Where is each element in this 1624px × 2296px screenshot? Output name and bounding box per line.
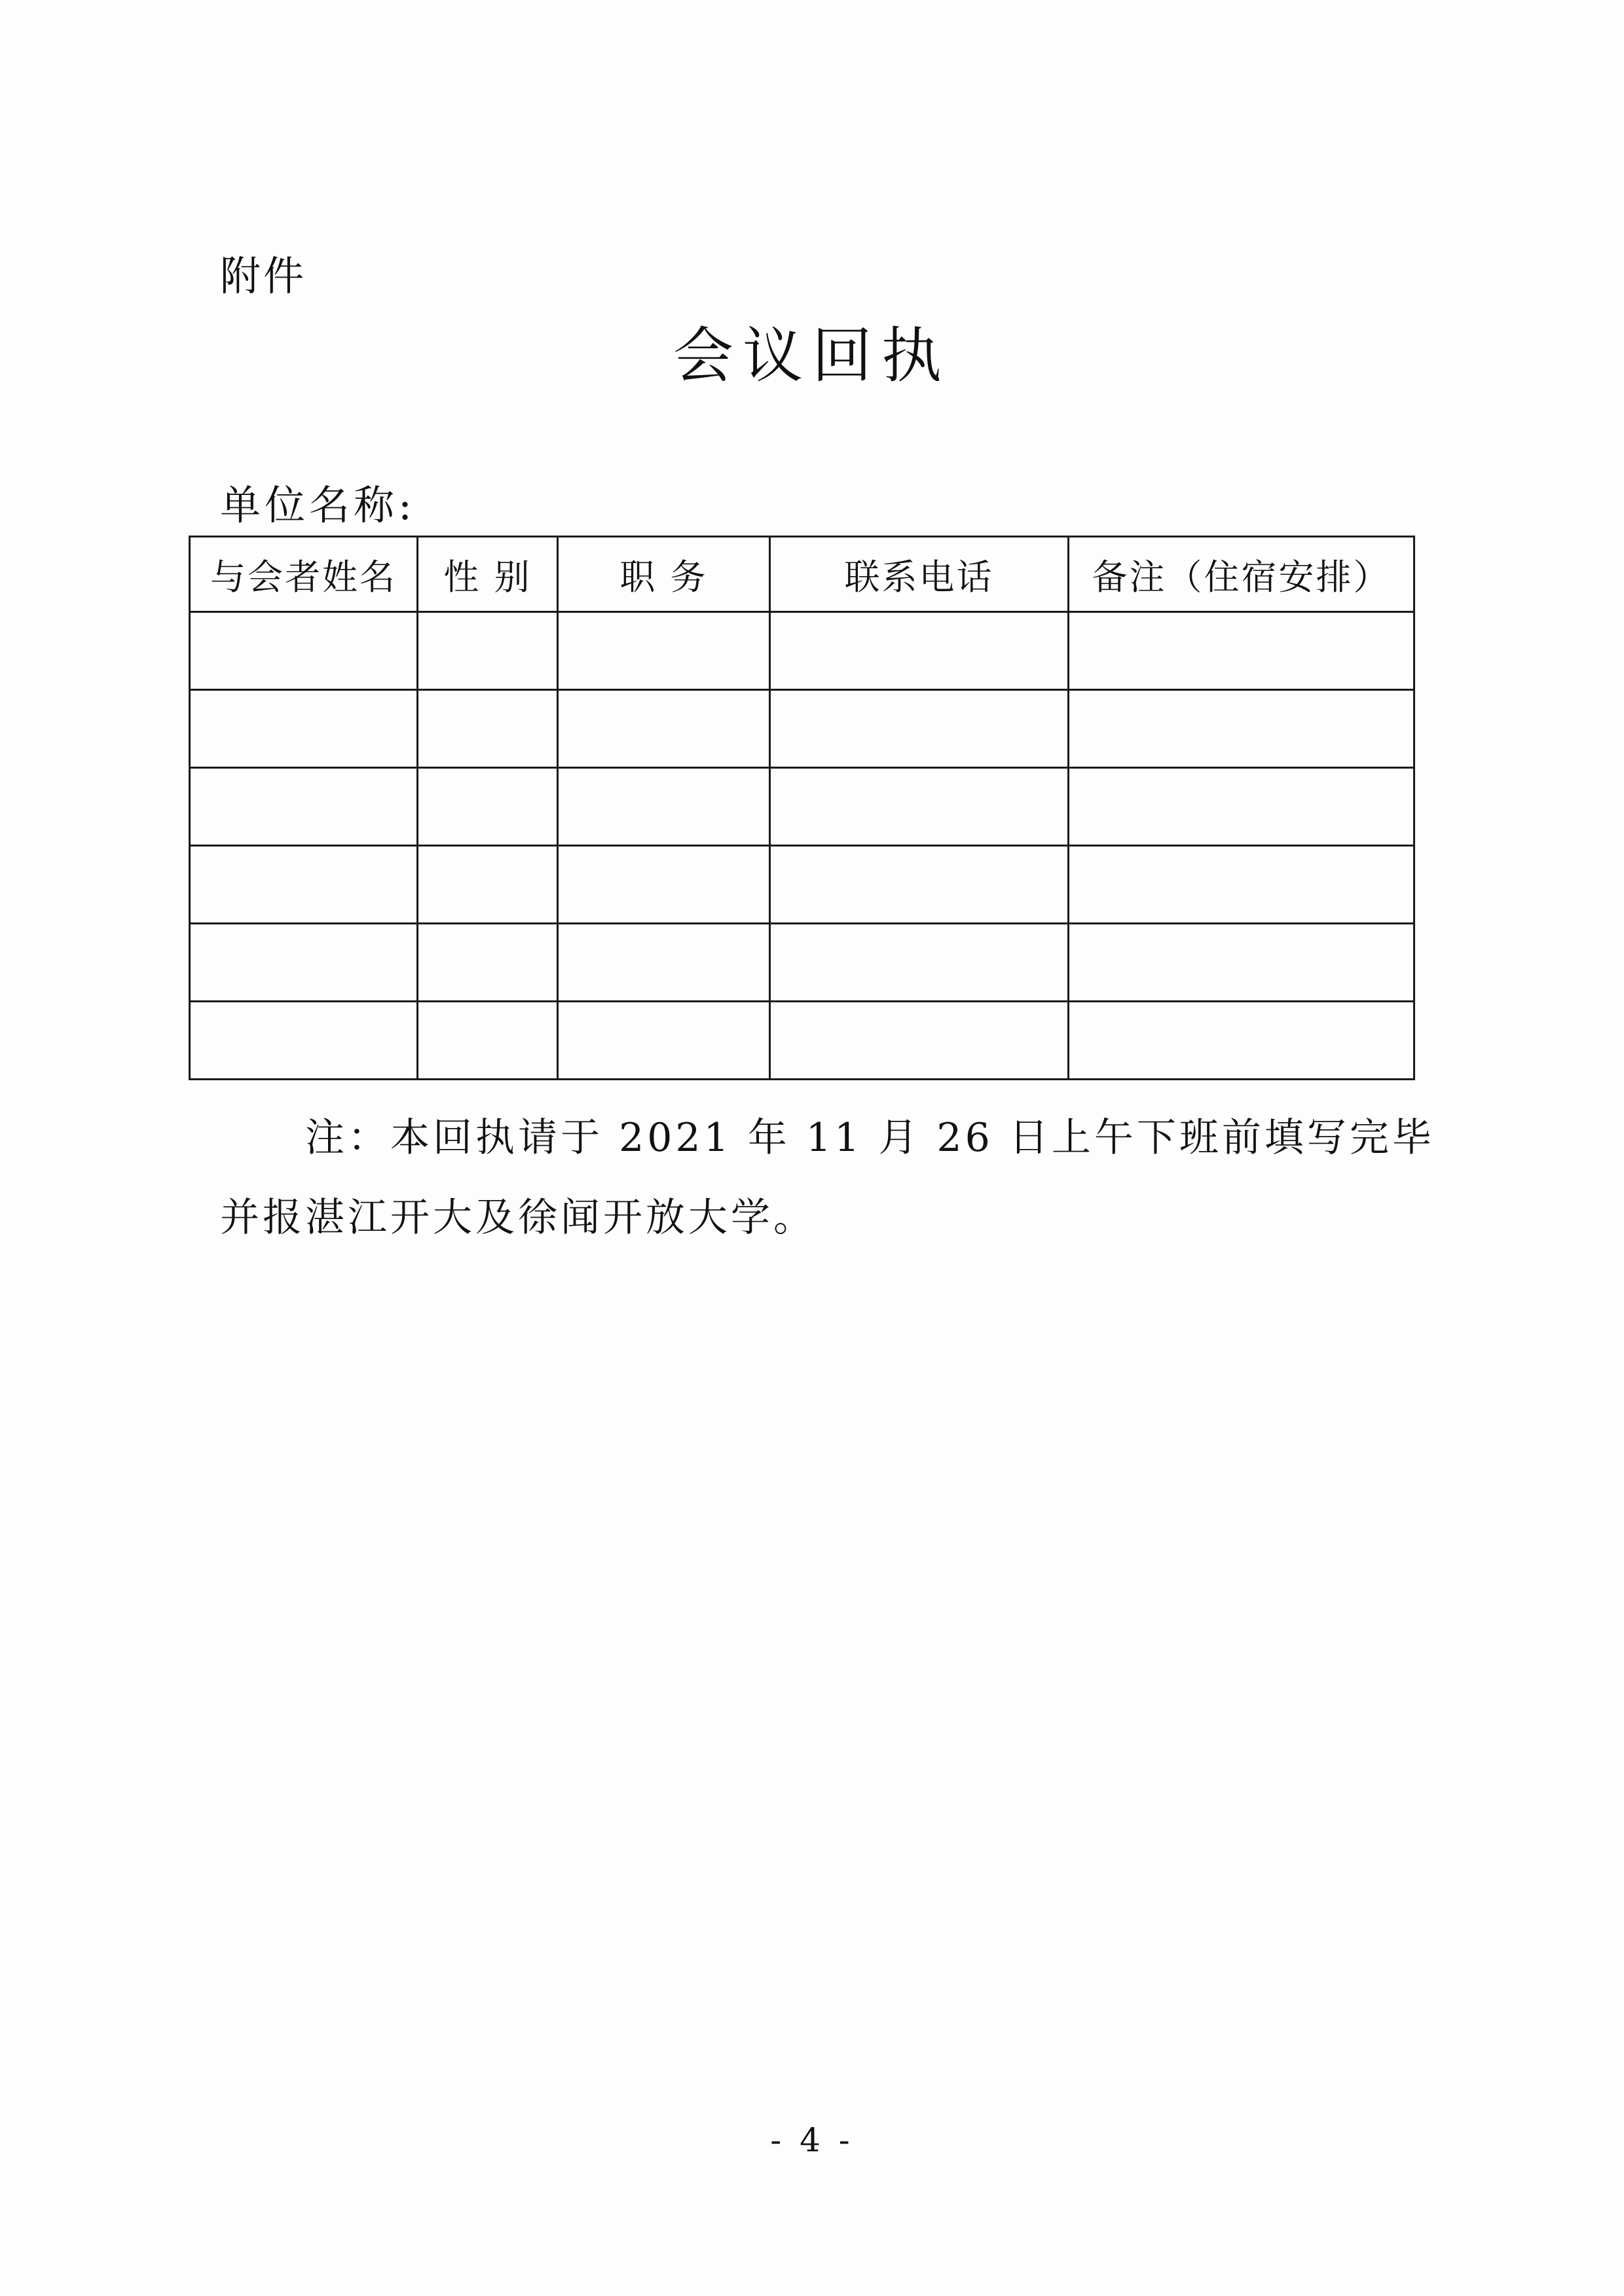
remarks-cell[interactable] bbox=[1069, 1002, 1414, 1080]
table-header-row bbox=[190, 537, 1414, 612]
column-header-attendee-name: 与会者姓名 bbox=[190, 537, 418, 612]
gender-cell[interactable] bbox=[418, 924, 558, 1002]
position-cell[interactable] bbox=[558, 846, 770, 924]
position-cell[interactable] bbox=[558, 1002, 770, 1080]
gender-cell[interactable] bbox=[418, 1002, 558, 1080]
table-row bbox=[190, 1002, 1414, 1080]
attendee-name-cell[interactable] bbox=[190, 1002, 418, 1080]
position-cell[interactable] bbox=[558, 612, 770, 690]
remarks-cell[interactable] bbox=[1069, 690, 1414, 768]
phone-cell[interactable] bbox=[770, 924, 1069, 1002]
attendee-name-cell[interactable] bbox=[190, 612, 418, 690]
attachment-label: 附件 bbox=[220, 252, 307, 300]
attendee-name-cell[interactable] bbox=[190, 690, 418, 768]
position-cell[interactable] bbox=[558, 690, 770, 768]
phone-cell[interactable] bbox=[770, 1002, 1069, 1080]
attendee-name-cell[interactable] bbox=[190, 846, 418, 924]
attendee-name-cell[interactable] bbox=[190, 768, 418, 846]
phone-cell[interactable] bbox=[770, 690, 1069, 768]
table-row bbox=[190, 846, 1414, 924]
document-title: 会议回执 bbox=[673, 321, 951, 391]
remarks-cell[interactable] bbox=[1069, 768, 1414, 846]
phone-cell[interactable] bbox=[770, 768, 1069, 846]
column-header-position: 职 务 bbox=[558, 537, 770, 612]
phone-cell[interactable] bbox=[770, 846, 1069, 924]
remarks-cell[interactable] bbox=[1069, 612, 1414, 690]
page-number: - 4 - bbox=[770, 2121, 854, 2159]
column-header-remarks: 备注（住宿安排） bbox=[1069, 537, 1414, 612]
column-header-gender: 性 别 bbox=[418, 537, 558, 612]
reply-table bbox=[189, 536, 1415, 1080]
attendee-name-cell[interactable] bbox=[190, 924, 418, 1002]
column-header-phone: 联系电话 bbox=[770, 537, 1069, 612]
position-cell[interactable] bbox=[558, 768, 770, 846]
table-row bbox=[190, 768, 1414, 846]
note-line-2: 并报湛江开大及徐闻开放大学。 bbox=[220, 1195, 816, 1241]
gender-cell[interactable] bbox=[418, 846, 558, 924]
remarks-cell[interactable] bbox=[1069, 846, 1414, 924]
gender-cell[interactable] bbox=[418, 612, 558, 690]
remarks-cell[interactable] bbox=[1069, 924, 1414, 1002]
gender-cell[interactable] bbox=[418, 768, 558, 846]
unit-name-label: 单位名称: bbox=[220, 481, 416, 529]
gender-cell[interactable] bbox=[418, 690, 558, 768]
note-line-1: 注：本回执请于 2021 年 11 月 26 日上午下班前填写完毕 bbox=[305, 1115, 1435, 1161]
phone-cell[interactable] bbox=[770, 612, 1069, 690]
table-row bbox=[190, 612, 1414, 690]
table-row bbox=[190, 924, 1414, 1002]
position-cell[interactable] bbox=[558, 924, 770, 1002]
table-row bbox=[190, 690, 1414, 768]
